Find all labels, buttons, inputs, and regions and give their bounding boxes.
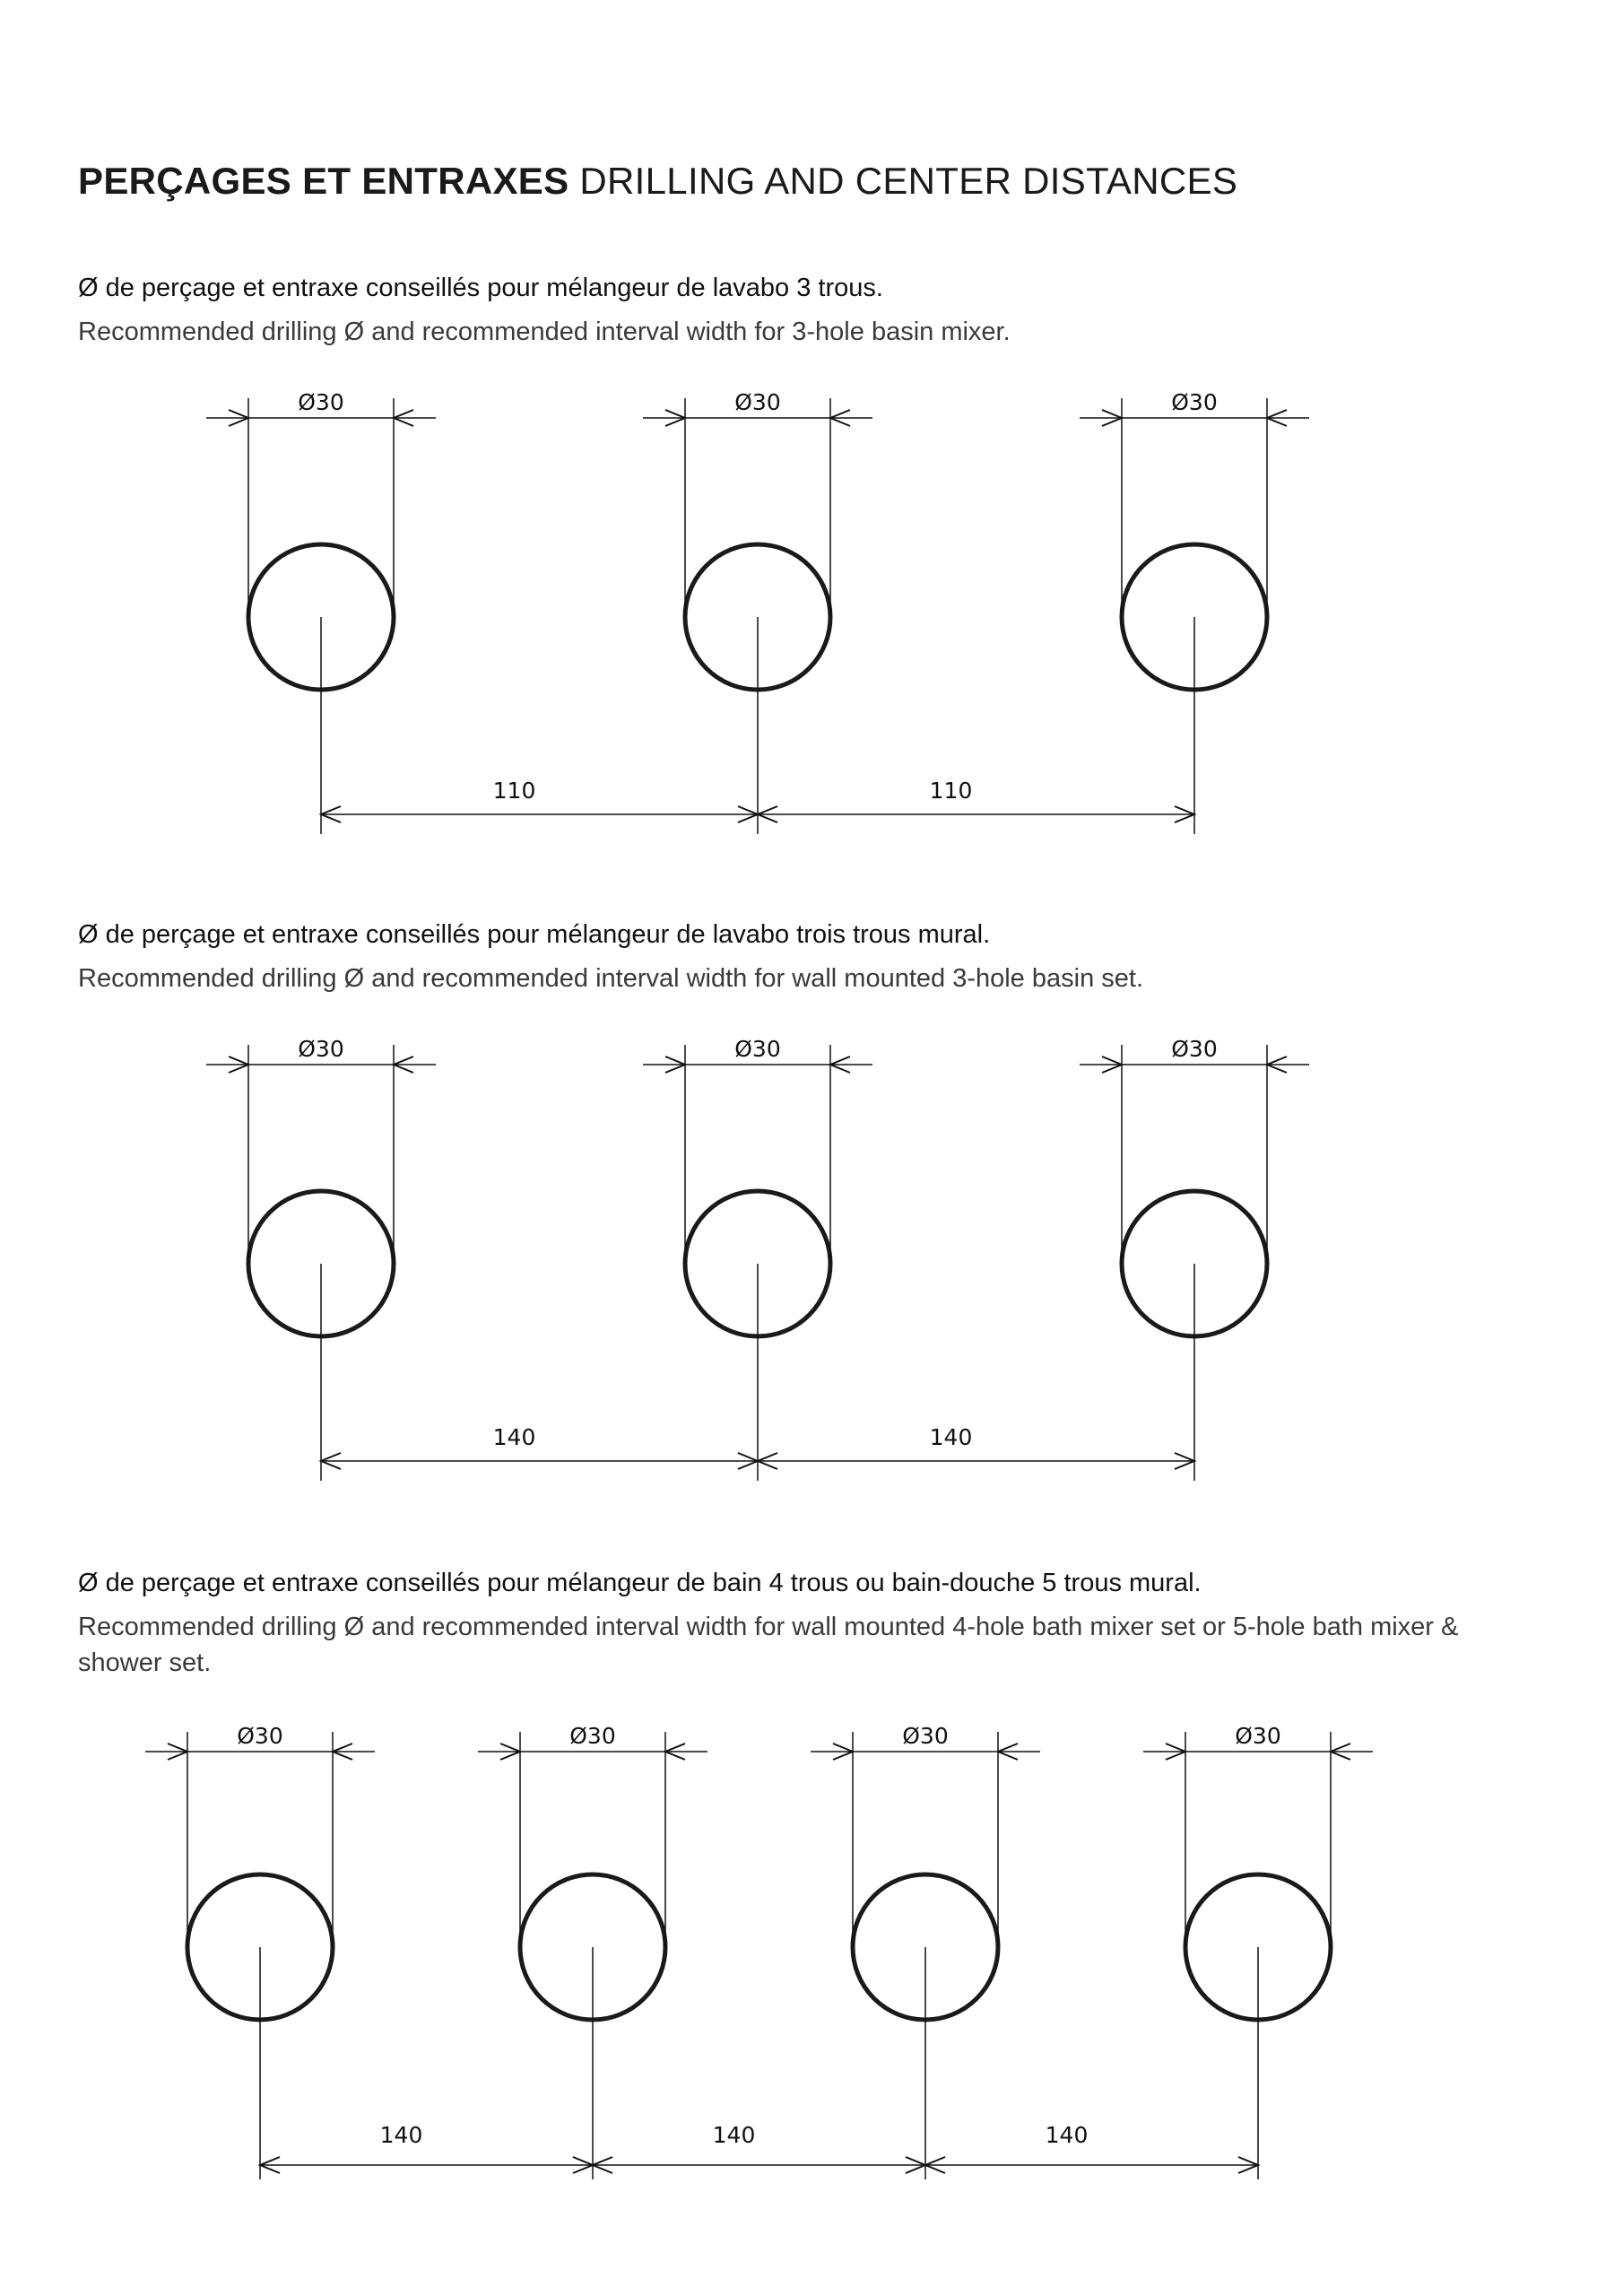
hole-3-diameter-label: Ø30 (1171, 1036, 1218, 1062)
hole-4-diameter-label: Ø30 (1235, 1723, 1281, 1749)
section-3-caption-fr: Ø de perçage et entraxe conseillés pour mélangeur de bain 4 trous ou bain-douche 5 trous mural. (78, 1569, 1202, 1597)
center-distance-label-1: 140 (379, 2122, 423, 2148)
center-distance-label-1: 110 (492, 778, 536, 804)
section-2-caption-en: Recommended drilling Ø and recommended interval width for wall mounted 3-hole basin set. (78, 964, 1143, 993)
center-distance-label-2: 140 (712, 2122, 756, 2148)
section-1-caption-en: Recommended drilling Ø and recommended interval width for 3-hole basin mixer. (78, 317, 1011, 346)
hole-2-diameter-label: Ø30 (569, 1723, 616, 1749)
section-3-drilling-diagram (0, 1704, 1623, 2188)
hole-2-diameter-label: Ø30 (734, 389, 781, 415)
hole-3-diameter-label: Ø30 (1171, 389, 1218, 415)
page-title-bold: PERÇAGES ET ENTRAXES (78, 160, 569, 202)
center-distance-label-2: 110 (929, 778, 973, 804)
section-1-caption-fr: Ø de perçage et entraxe conseillés pour mélangeur de lavabo 3 trous. (78, 274, 883, 302)
hole-3-diameter-label: Ø30 (902, 1723, 949, 1749)
section-3-caption-en: Recommended drilling Ø and recommended interval width for wall mounted 4-hole bath mixer set or 5-hole bath mixer & shower set. (78, 1613, 1459, 1677)
hole-1-diameter-label: Ø30 (237, 1723, 283, 1749)
section-2-drilling-diagram (0, 1023, 1623, 1508)
hole-1-diameter-label: Ø30 (298, 1036, 344, 1062)
center-distance-label-3: 140 (1045, 2122, 1089, 2148)
page-title (78, 158, 1237, 204)
center-distance-label-2: 140 (929, 1424, 973, 1450)
section-1-drilling-diagram (0, 377, 1623, 861)
hole-1-diameter-label: Ø30 (298, 389, 344, 415)
hole-2-diameter-label: Ø30 (734, 1036, 781, 1062)
center-distance-label-1: 140 (492, 1424, 536, 1450)
section-2-caption-fr: Ø de perçage et entraxe conseillés pour mélangeur de lavabo trois trous mural. (78, 920, 991, 949)
page-title-light: DRILLING AND CENTER DISTANCES (579, 160, 1238, 202)
